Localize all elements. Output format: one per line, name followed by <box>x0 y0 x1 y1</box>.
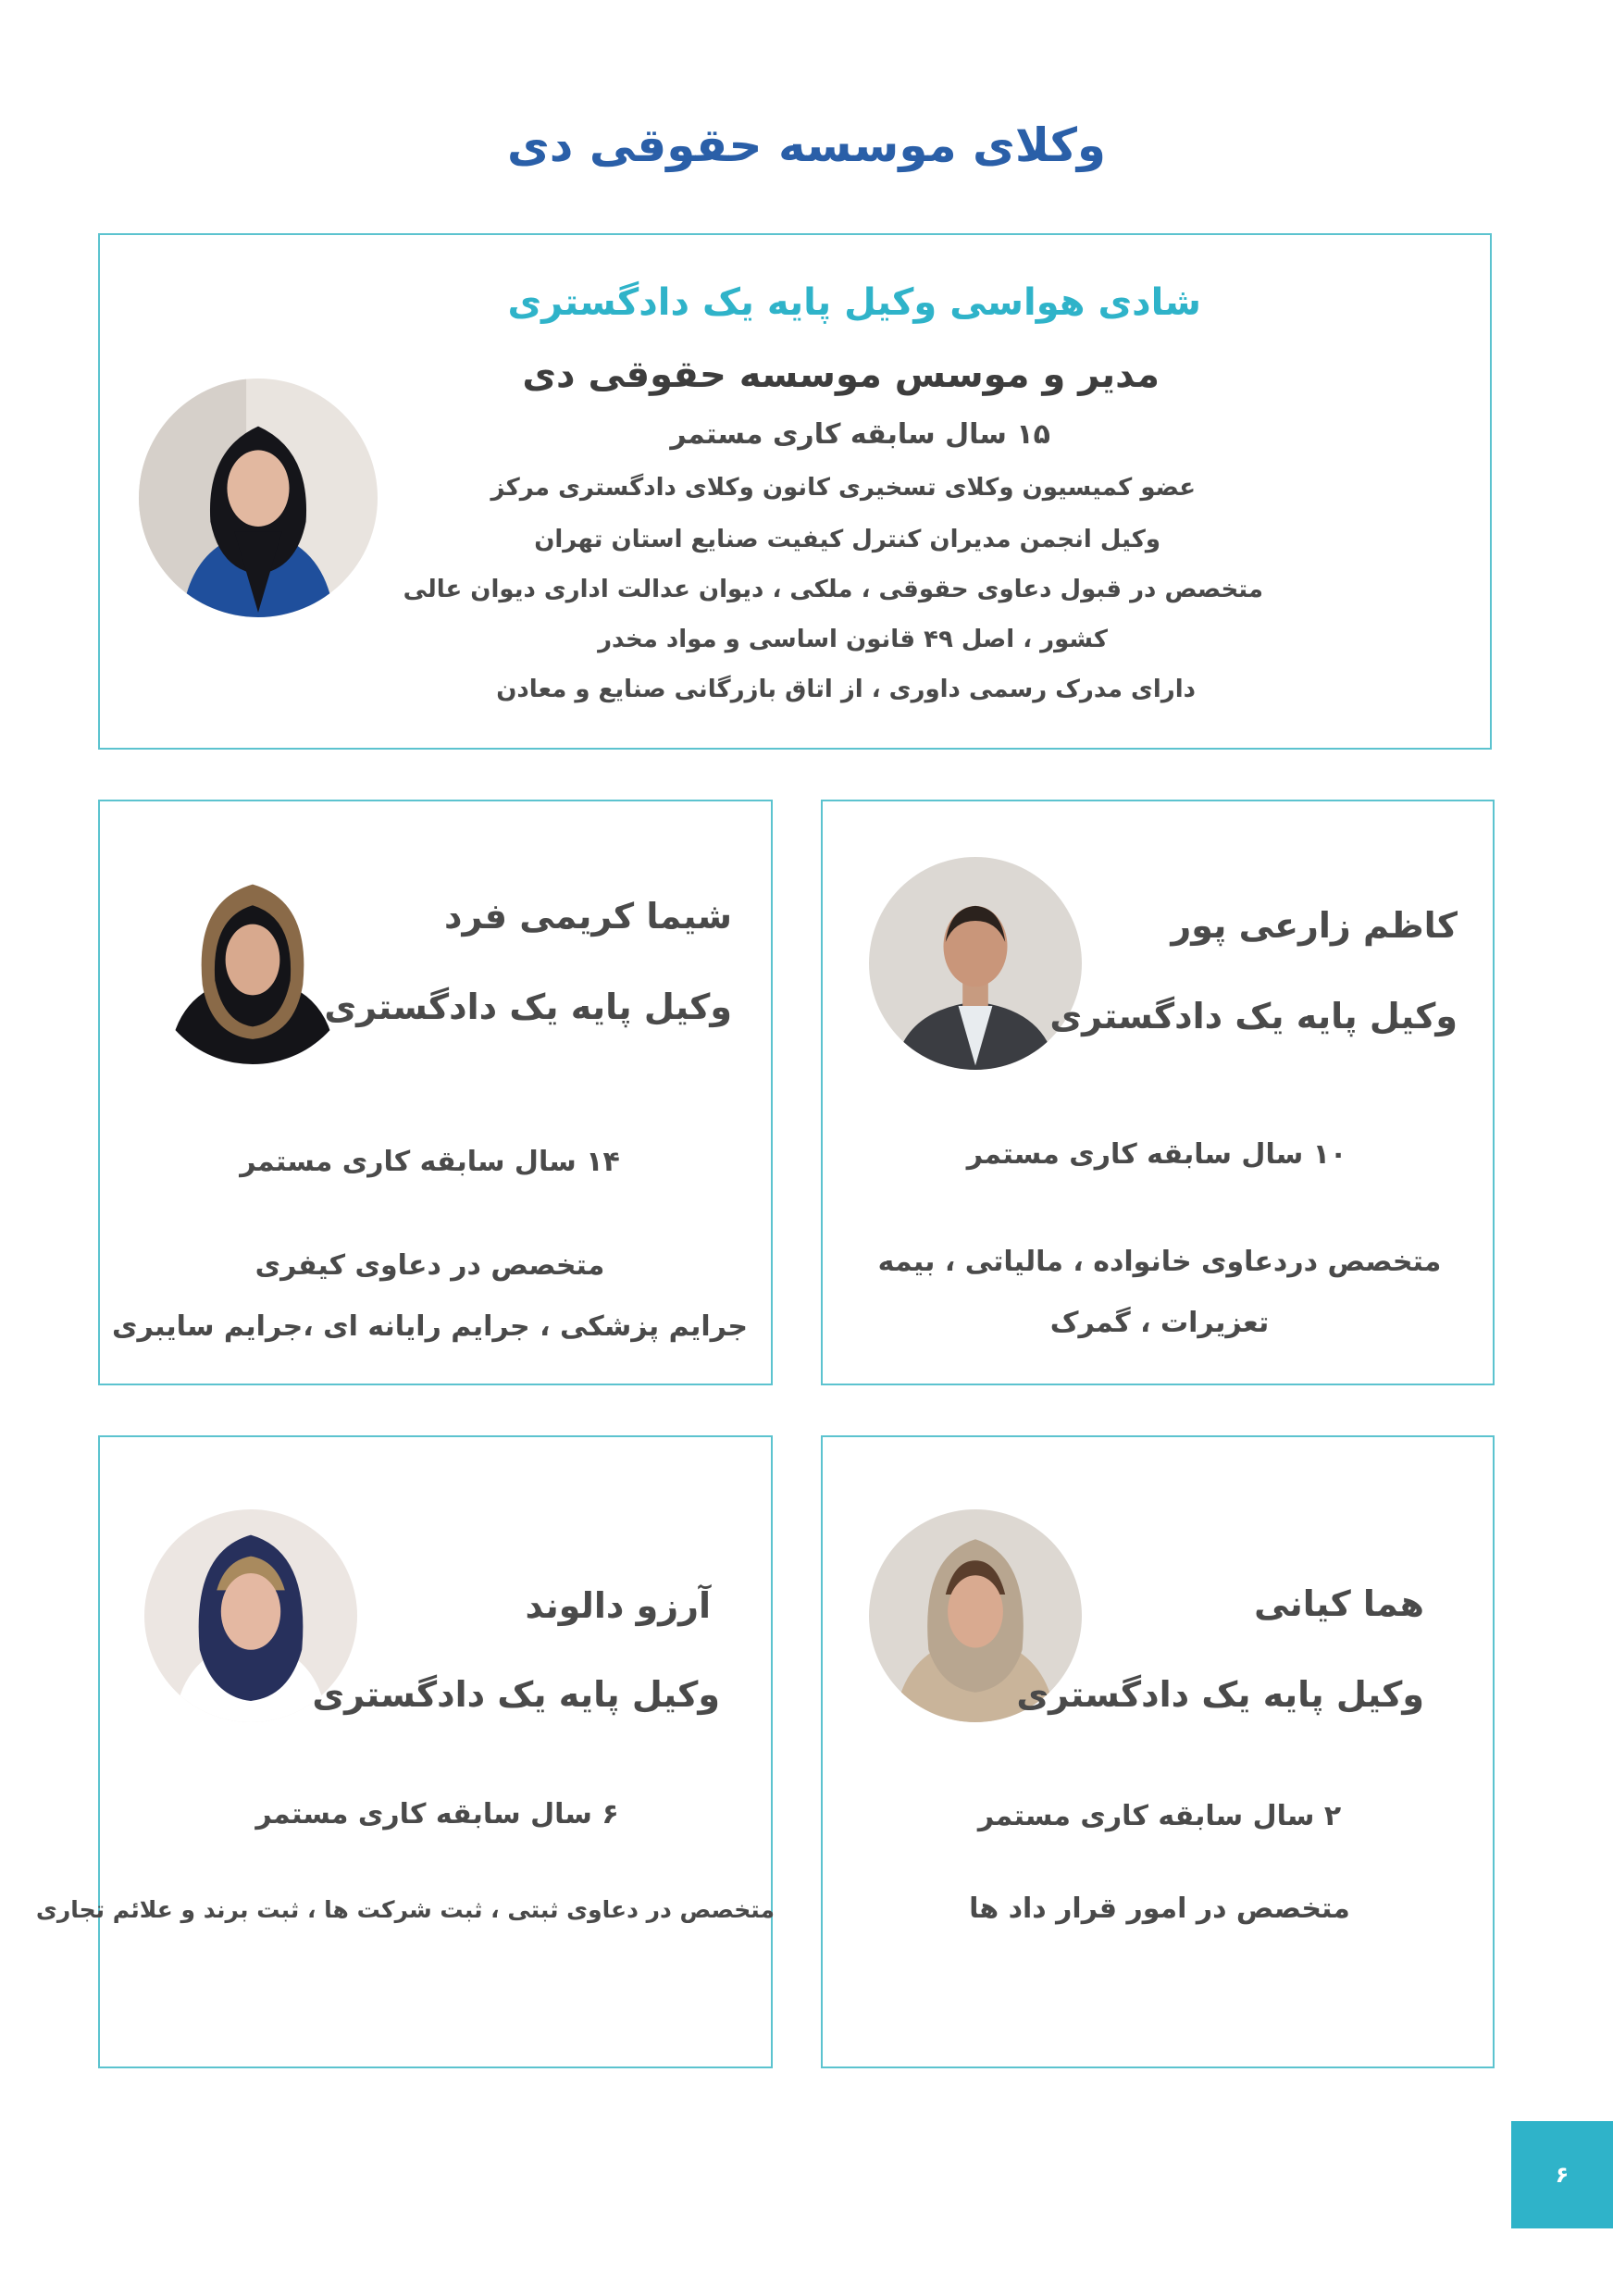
lawyer-photo <box>148 855 357 1064</box>
lawyer-specialty: متخصص در دعاوی کیفری <box>254 1249 605 1282</box>
director-experience: ۱۵ سال سابقه کاری مستمر <box>670 418 1050 451</box>
lawyer-name: شیما کریمی فرد <box>443 896 732 937</box>
director-role: مدیر و موسس موسسه حقوقی دی <box>522 354 1160 396</box>
lawyer-title: وکیل پایه یک دادگستری <box>1016 1674 1424 1715</box>
lawyer-card <box>821 1435 1495 2068</box>
lawyer-experience: ۶ سال سابقه کاری مستمر <box>255 1798 619 1831</box>
lawyer-name: هما کیانی <box>1254 1583 1424 1624</box>
director-line: عضو کمیسیون وکلای تسخیری کانون وکلای دادگستری مرکز <box>490 474 1196 502</box>
person-photo-icon <box>869 857 1082 1070</box>
lawyer-card <box>98 800 773 1385</box>
director-line: وکیل انجمن مدیران کنترل کیفیت صنایع استان تهران <box>534 526 1160 553</box>
lawyer-specialty: جرایم پزشکی ، جرایم رایانه ای ،جرایم سایبری <box>112 1310 748 1343</box>
director-card <box>98 233 1492 750</box>
lawyer-title: وکیل پایه یک دادگستری <box>1049 996 1458 1036</box>
director-line: متخصص در قبول دعاوی حقوقی ، ملکی ، دیوان عدالت اداری دیوان عالی <box>403 576 1263 603</box>
lawyer-name: آرزو دالوند <box>525 1585 711 1626</box>
lawyer-card <box>821 800 1495 1385</box>
lawyer-specialty: متخصص در امور قرار داد ها <box>969 1893 1350 1925</box>
lawyer-specialty: متخصص در دعاوی ثبتی ، ثبت شرکت ها ، ثبت برند و علائم تجاری <box>35 1896 775 1923</box>
lawyer-photo <box>869 857 1082 1070</box>
lawyer-specialty: متخصص دردعاوی خانواده ، مالیاتی ، بیمه <box>877 1246 1442 1278</box>
lawyer-experience: ۱۰ سال سابقه کاری مستمر <box>966 1138 1347 1171</box>
page-number: ۶ <box>1511 2121 1613 2228</box>
director-line: دارای مدرک رسمی داوری ، از اتاق بازرگانی صنایع و معادن <box>496 676 1196 703</box>
lawyer-title: وکیل پایه یک دادگستری <box>312 1674 720 1715</box>
lawyer-name: کاظم زارعی پور <box>1171 905 1458 946</box>
director-photo <box>139 379 378 617</box>
page-title: وکلای موسسه حقوقی دی <box>506 118 1107 172</box>
lawyer-experience: ۱۴ سال سابقه کاری مستمر <box>240 1146 620 1178</box>
person-photo-icon <box>148 855 357 1064</box>
director-line: کشور ، اصل ۴۹ قانون اساسی و مواد مخدر <box>598 626 1108 653</box>
lawyer-title: وکیل پایه یک دادگستری <box>324 987 732 1027</box>
lawyer-card <box>35 1435 775 2068</box>
lawyer-specialty: تعزیرات ، گمرک <box>1049 1307 1270 1339</box>
person-photo-icon <box>139 379 378 617</box>
director-name: شادی هواسی وکیل پایه یک دادگستری <box>507 281 1201 324</box>
lawyer-experience: ۲ سال سابقه کاری مستمر <box>977 1800 1342 1832</box>
